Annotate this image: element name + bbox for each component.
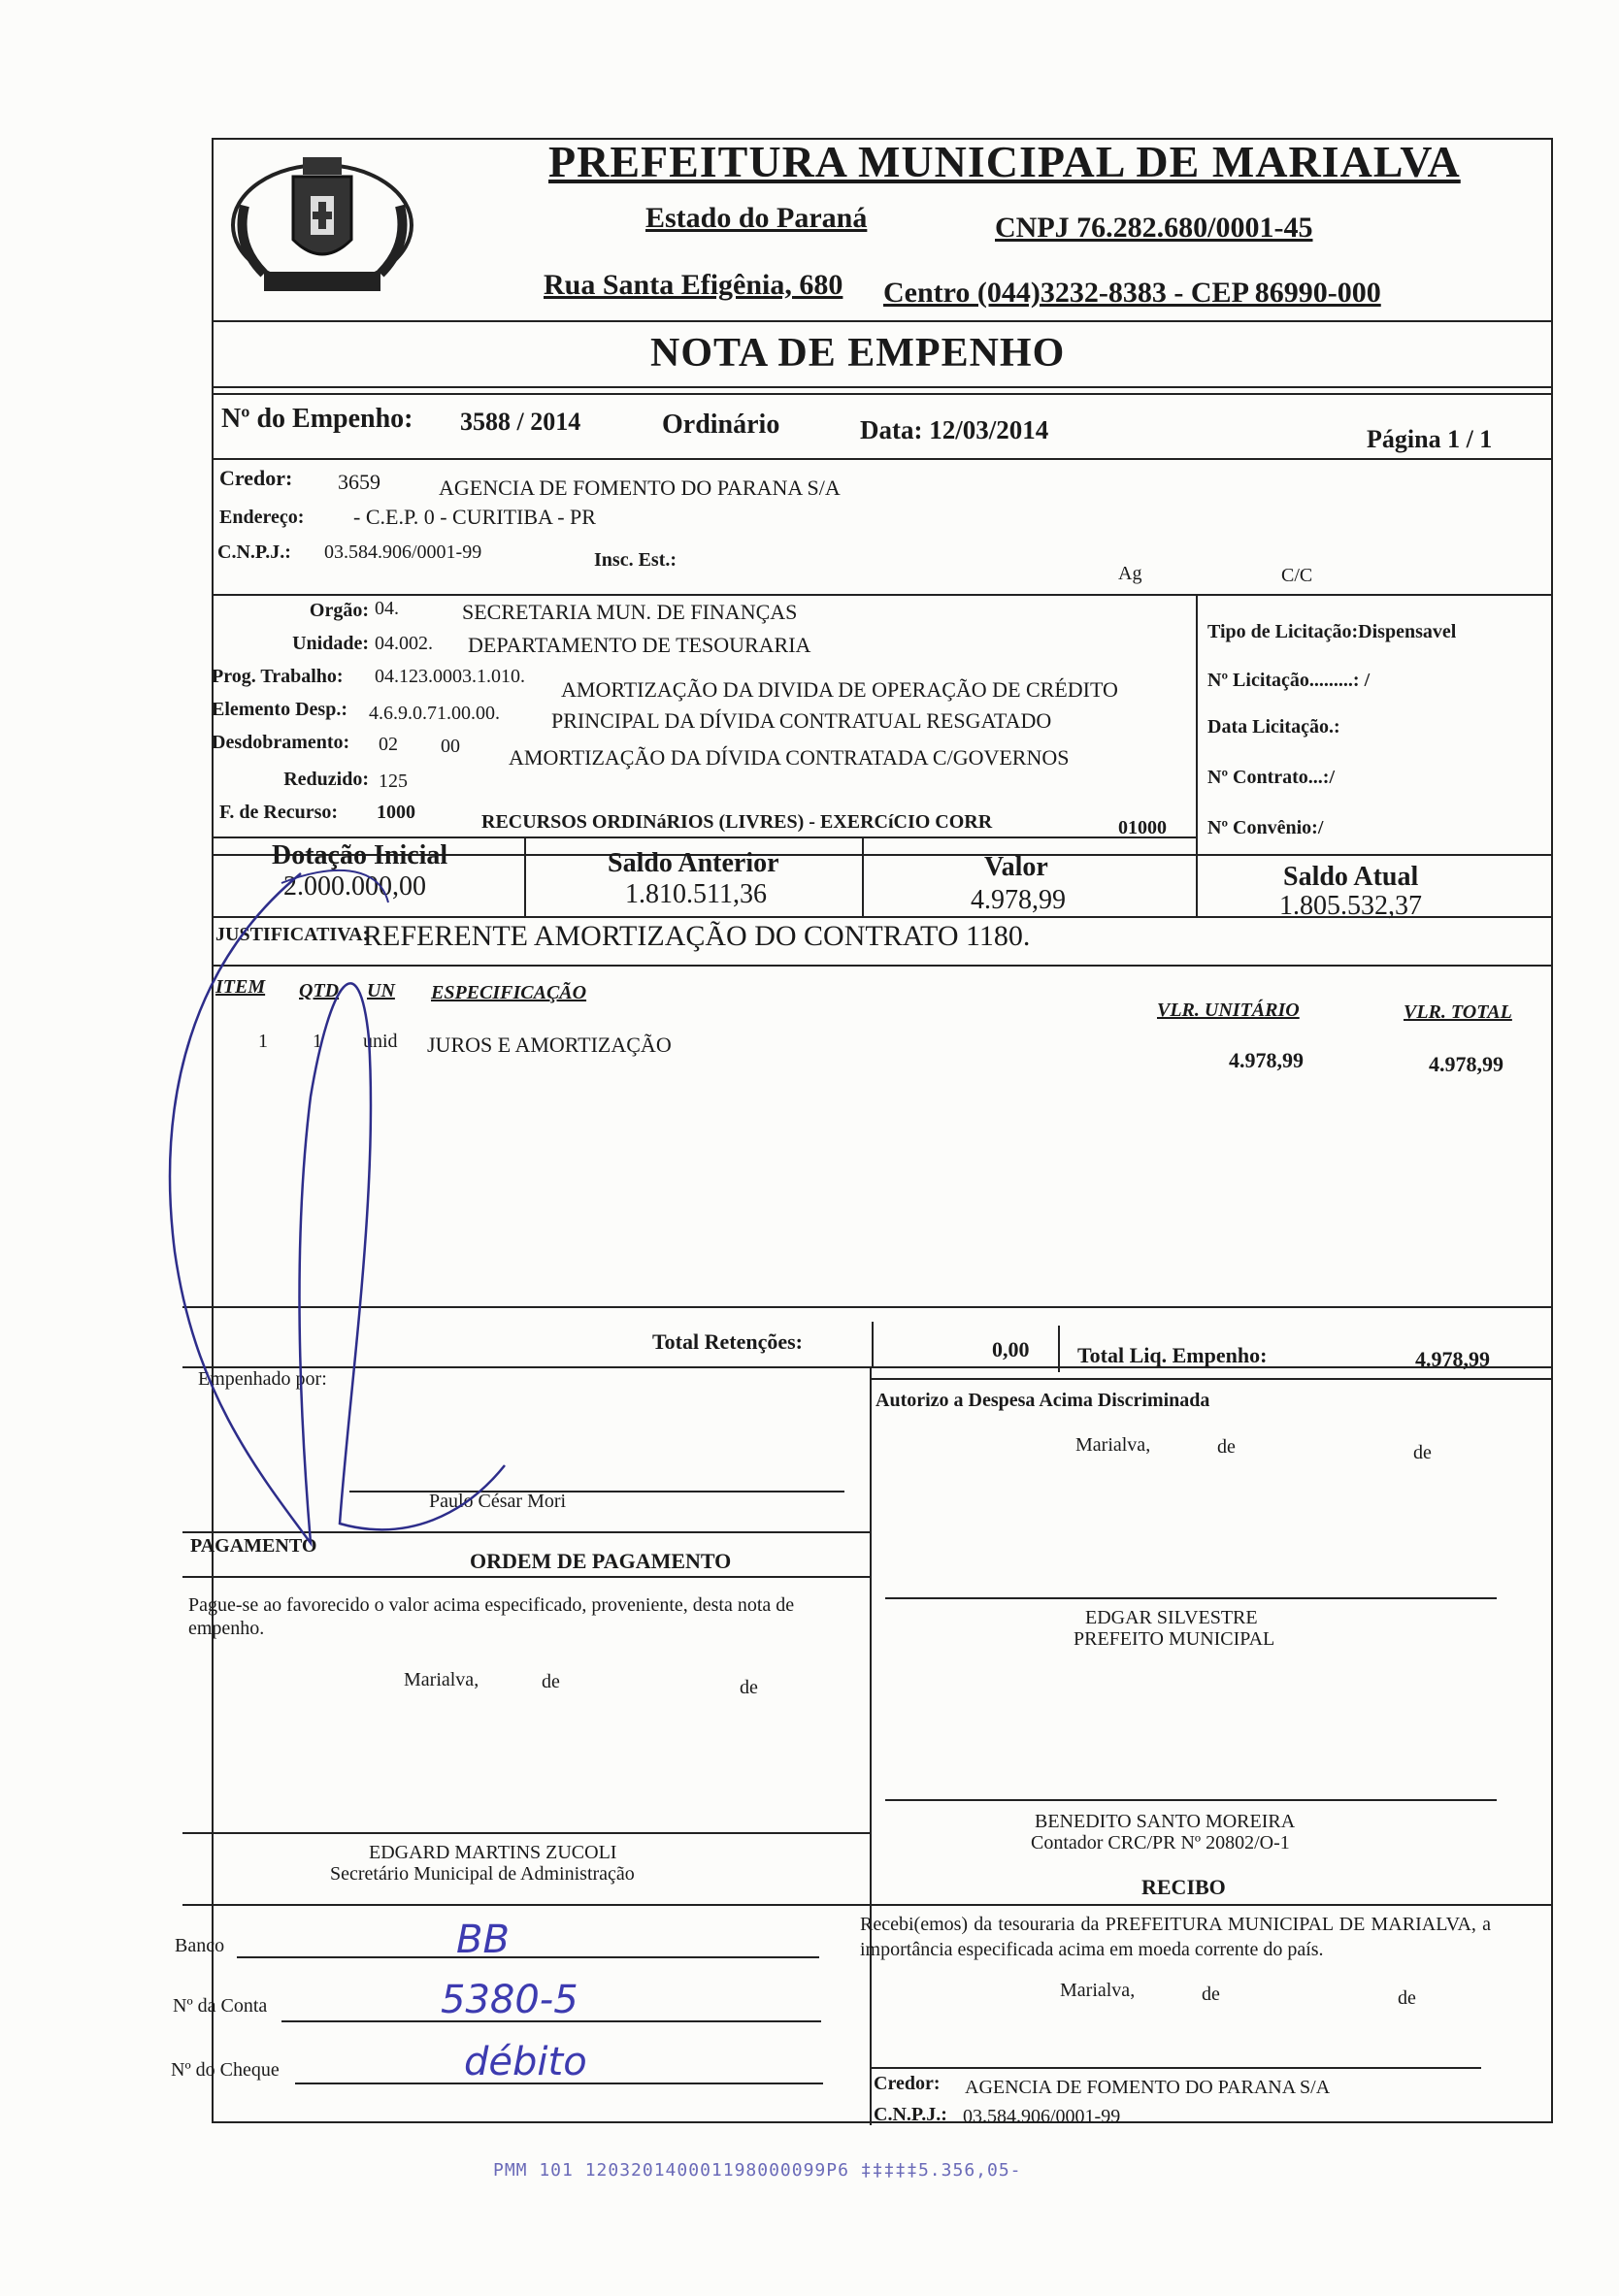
pagamento-place: Marialva, bbox=[404, 1669, 479, 1690]
contrato-number: Nº Contrato...:/ bbox=[1207, 767, 1336, 788]
empenhado-name: Paulo César Mori bbox=[429, 1491, 567, 1512]
mayor-title: PREFEITO MUNICIPAL bbox=[1074, 1628, 1275, 1650]
liq-value: 4.978,99 bbox=[1415, 1347, 1490, 1371]
validation-stamp: PMM 101 120320140001198000099P6 ‡‡‡‡‡5.356,05- bbox=[493, 2160, 1022, 2181]
pagamento-de-1: de bbox=[542, 1671, 560, 1692]
conta-value: 5380-5 bbox=[441, 1978, 578, 2022]
saldo-atual-label: Saldo Atual bbox=[1283, 862, 1419, 892]
accountant-name: BENEDITO SANTO MOREIRA bbox=[1035, 1811, 1296, 1832]
retencoes-label: Total Retenções: bbox=[652, 1329, 803, 1354]
empenho-number: 3588 / 2014 bbox=[460, 408, 581, 436]
address-label: Endereço: bbox=[219, 507, 305, 528]
banco-value: BB bbox=[456, 1918, 510, 1962]
recibo-title: RECIBO bbox=[1141, 1875, 1226, 1899]
saldo-atual-value: 1.805.532,37 bbox=[1279, 891, 1422, 921]
autorizo-text: Autorizo a Despesa Acima Discriminada bbox=[876, 1390, 1210, 1411]
ordem-pagamento-title: ORDEM DE PAGAMENTO bbox=[470, 1549, 732, 1573]
ag-label: Ag bbox=[1118, 563, 1142, 584]
municipality-title: PREFEITURA MUNICIPAL DE MARIALVA bbox=[548, 137, 1461, 186]
retencoes-value: 0,00 bbox=[992, 1337, 1030, 1361]
empenho-number-label: Nº do Empenho: bbox=[221, 404, 413, 434]
recibo-credor: AGENCIA DE FOMENTO DO PARANA S/A bbox=[965, 2077, 1331, 2098]
street-address: Rua Santa Efigênia, 680 bbox=[544, 269, 843, 301]
insc-est-label: Insc. Est.: bbox=[594, 549, 677, 571]
credor-label: Credor: bbox=[219, 466, 293, 490]
auth-de-2: de bbox=[1413, 1442, 1432, 1463]
prog-label: Prog. Trabalho: bbox=[212, 666, 344, 687]
auth-place: Marialva, bbox=[1075, 1434, 1151, 1456]
unidade-name: DEPARTAMENTO DE TESOURARIA bbox=[468, 633, 811, 657]
empenho-date: Data: 12/03/2014 bbox=[860, 415, 1049, 444]
orgao-code: 04. bbox=[375, 598, 399, 619]
reduzido-value: 125 bbox=[379, 771, 408, 792]
municipality-cnpj: CNPJ 76.282.680/0001-45 bbox=[995, 212, 1313, 244]
state-label: Estado do Paraná bbox=[645, 202, 868, 234]
orgao-name: SECRETARIA MUN. DE FINANÇAS bbox=[462, 600, 798, 624]
secretary-title: Secretário Municipal de Administração bbox=[330, 1863, 635, 1885]
desd-a: 02 bbox=[379, 734, 398, 755]
reduzido-label: Reduzido: bbox=[283, 769, 369, 790]
convenio-number: Nº Convênio:/ bbox=[1207, 817, 1324, 838]
col-spec: ESPECIFICAÇÃO bbox=[431, 982, 587, 1003]
elem-name: PRINCIPAL DA DÍVIDA CONTRATUAL RESGATADO bbox=[551, 708, 1052, 733]
justificativa-text: REFERENTE AMORTIZAÇÃO DO CONTRATO 1180. bbox=[363, 920, 1031, 952]
pagamento-label: PAGAMENTO bbox=[190, 1535, 317, 1557]
saldo-anterior-label: Saldo Anterior bbox=[608, 848, 779, 878]
credor-address: - C.E.P. 0 - CURITIBA - PR bbox=[353, 505, 596, 529]
secretary-name: EDGARD MARTINS ZUCOLI bbox=[369, 1842, 617, 1863]
recibo-text: Recebi(emos) da tesouraria da PREFEITURA MUNICIPAL DE MARIALVA, a importância especificada acima em moeda corrente do país. bbox=[860, 1914, 1491, 1960]
contact-info: Centro (044)3232-8383 - CEP 86990-000 bbox=[883, 277, 1381, 309]
recibo-de-1: de bbox=[1202, 1984, 1220, 2005]
recibo-cnpj-label: C.N.P.J.: bbox=[874, 2104, 947, 2125]
prog-code: 04.123.0003.1.010. bbox=[375, 666, 525, 687]
empenhado-label: Empenhado por: bbox=[198, 1368, 327, 1390]
orgao-label: Orgão: bbox=[309, 600, 369, 621]
row-item: 1 bbox=[258, 1031, 268, 1052]
dotacao-label: Dotação Inicial bbox=[272, 840, 448, 870]
recurso-code-2: 01000 bbox=[1118, 817, 1167, 838]
recurso-label: F. de Recurso: bbox=[219, 802, 339, 823]
unidade-label: Unidade: bbox=[292, 633, 369, 654]
licitacao-numero: Nº Licitação.........: / bbox=[1207, 670, 1371, 691]
credor-cnpj-label: C.N.P.J.: bbox=[217, 541, 291, 563]
col-total-value: VLR. TOTAL bbox=[1404, 1001, 1512, 1023]
row-total-value: 4.978,99 bbox=[1429, 1052, 1503, 1076]
accountant-title: Contador CRC/PR Nº 20802/O-1 bbox=[1031, 1832, 1290, 1853]
auth-de-1: de bbox=[1217, 1436, 1236, 1458]
desd-label: Desdobramento: bbox=[212, 732, 350, 753]
unidade-code: 04.002. bbox=[375, 633, 433, 654]
licitacao-tipo: Tipo de Licitação:Dispensavel bbox=[1207, 621, 1457, 642]
mayor-name: EDGAR SILVESTRE bbox=[1085, 1607, 1258, 1628]
col-item: ITEM bbox=[215, 976, 266, 998]
banco-label: Banco bbox=[175, 1935, 225, 1956]
desd-b: 00 bbox=[441, 736, 460, 757]
row-unit-value: 4.978,99 bbox=[1229, 1048, 1304, 1072]
justificativa-label: JUSTIFICATIVA: bbox=[215, 924, 370, 945]
signature-scribble bbox=[136, 844, 524, 1582]
licitacao-data: Data Licitação.: bbox=[1207, 716, 1340, 738]
elem-label: Elemento Desp.: bbox=[212, 699, 347, 720]
desd-name: AMORTIZAÇÃO DA DÍVIDA CONTRATADA C/GOVERNOS bbox=[509, 745, 1070, 770]
row-un: unid bbox=[363, 1031, 398, 1052]
valor-value: 4.978,99 bbox=[971, 885, 1066, 915]
municipal-coat-of-arms bbox=[225, 148, 419, 312]
col-qtd: QTD bbox=[299, 980, 340, 1001]
cheque-value: débito bbox=[464, 2040, 587, 2084]
cc-label: C/C bbox=[1281, 565, 1313, 586]
conta-label: Nº da Conta bbox=[173, 1995, 268, 2017]
credor-cnpj: 03.584.906/0001-99 bbox=[324, 541, 482, 563]
credor-name: AGENCIA DE FOMENTO DO PARANA S/A bbox=[439, 476, 841, 500]
dotacao-value: 2.000.000,00 bbox=[283, 871, 426, 902]
col-unit-value: VLR. UNITÁRIO bbox=[1157, 1000, 1300, 1021]
row-spec: JUROS E AMORTIZAÇÃO bbox=[427, 1033, 672, 1057]
liq-label: Total Liq. Empenho: bbox=[1077, 1343, 1268, 1367]
recibo-de-2: de bbox=[1398, 1987, 1416, 2009]
recurso-name: RECURSOS ORDINáRIOS (LIVRES) - EXERCíCIO CORR bbox=[481, 811, 993, 833]
empenho-type: Ordinário bbox=[662, 410, 780, 440]
recibo-place: Marialva, bbox=[1060, 1980, 1136, 2001]
page-number: Página 1 / 1 bbox=[1367, 425, 1493, 453]
recibo-credor-label: Credor: bbox=[874, 2073, 941, 2094]
valor-label: Valor bbox=[984, 852, 1048, 882]
prog-name: AMORTIZAÇÃO DA DIVIDA DE OPERAÇÃO DE CRÉDITO bbox=[561, 677, 1118, 702]
recibo-cnpj: 03.584.906/0001-99 bbox=[963, 2106, 1121, 2127]
credor-code: 3659 bbox=[338, 470, 380, 494]
pagamento-de-2: de bbox=[740, 1677, 758, 1698]
row-qtd: 1 bbox=[313, 1031, 322, 1052]
saldo-anterior-value: 1.810.511,36 bbox=[625, 879, 767, 909]
recurso-code: 1000 bbox=[377, 802, 415, 823]
elem-code: 4.6.9.0.71.00.00. bbox=[369, 703, 500, 724]
pagamento-text: Pague-se ao favorecido o valor acima especificado, proveniente, desta nota de empenho. bbox=[188, 1594, 795, 1639]
document-title: NOTA DE EMPENHO bbox=[650, 331, 1066, 376]
cheque-label: Nº do Cheque bbox=[171, 2059, 280, 2081]
col-un: UN bbox=[367, 980, 395, 1001]
